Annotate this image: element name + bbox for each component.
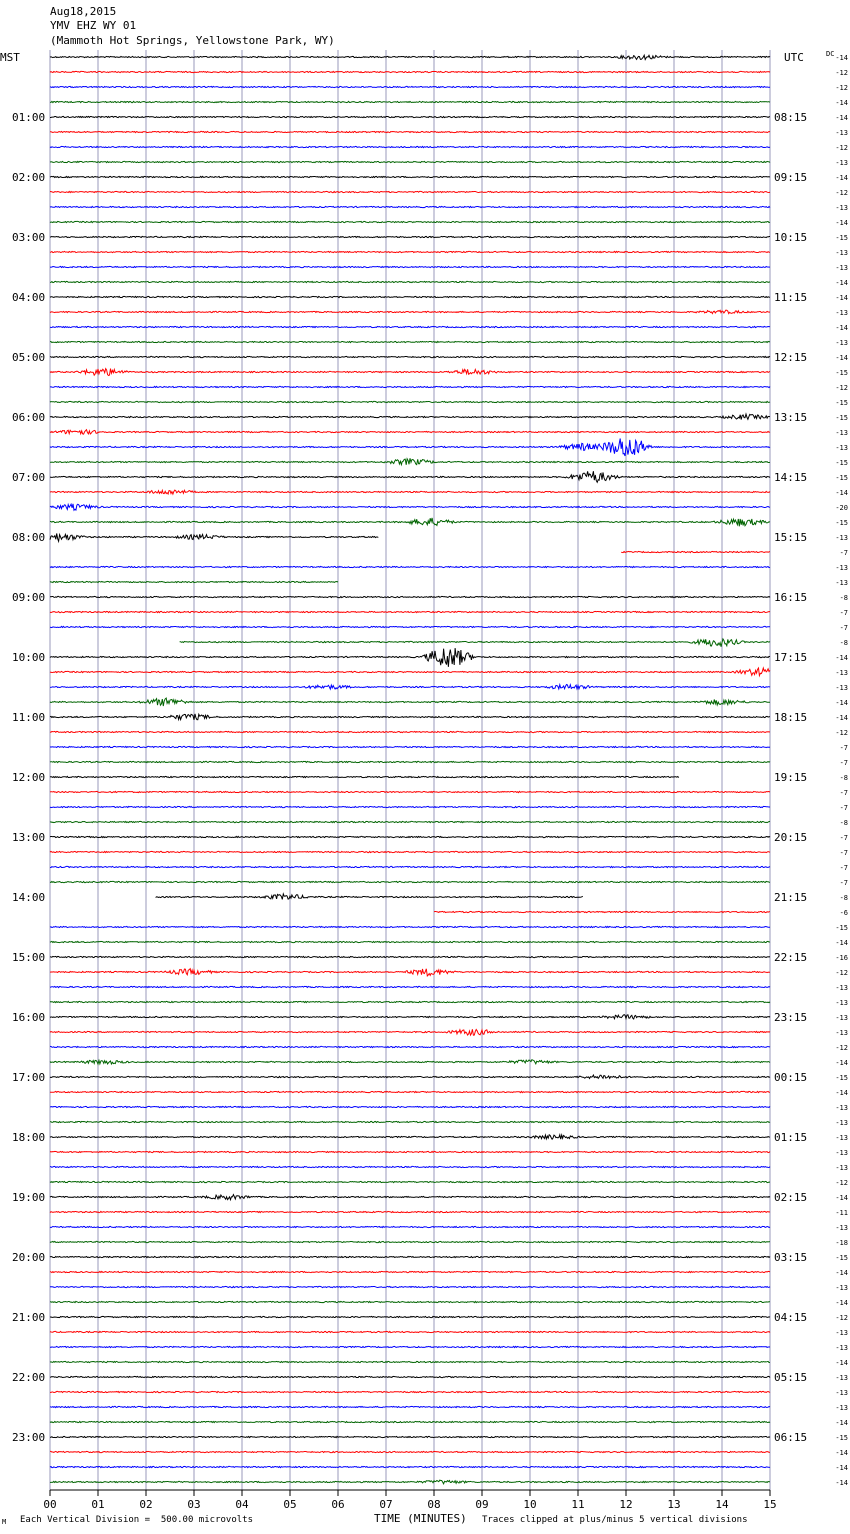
dc-offset-label: -14 xyxy=(835,714,848,722)
dc-offset-label: -11 xyxy=(835,1209,848,1217)
trace-row xyxy=(50,1121,770,1122)
trace-row xyxy=(434,911,770,912)
dc-offset-label: -13 xyxy=(835,129,848,137)
dc-offset-label: -14 xyxy=(835,1089,848,1097)
trace-row xyxy=(50,731,770,732)
trace-row xyxy=(50,1060,770,1064)
x-tick-label: 04 xyxy=(235,1498,249,1511)
mst-hour-label: 10:00 xyxy=(12,651,46,664)
mst-hour-label: 08:00 xyxy=(12,531,46,544)
dc-offset-label: -14 xyxy=(835,174,848,182)
trace-row xyxy=(50,851,770,852)
dc-offset-label: -7 xyxy=(839,864,848,872)
dc-offset-label: -12 xyxy=(835,1314,848,1322)
dc-offset-label: -13 xyxy=(835,1404,848,1412)
trace-row xyxy=(50,1466,770,1467)
trace-row xyxy=(50,1151,770,1152)
utc-hour-label: 08:15 xyxy=(774,111,808,124)
dc-offset-label: -14 xyxy=(835,279,848,287)
trace-row xyxy=(50,116,770,117)
x-tick-label: 09 xyxy=(475,1498,489,1511)
x-tick-label: 07 xyxy=(379,1498,393,1511)
mst-hour-label: 14:00 xyxy=(12,891,46,904)
trace-row xyxy=(50,206,770,207)
trace-row xyxy=(50,176,770,177)
trace-row xyxy=(50,414,770,419)
dc-offset-label: -8 xyxy=(839,819,848,827)
trace-row xyxy=(50,626,770,627)
dc-offset-label: -20 xyxy=(835,504,848,512)
seismic-traces xyxy=(50,55,770,1484)
mst-hour-label: 21:00 xyxy=(12,1311,46,1324)
utc-hour-label: 12:15 xyxy=(774,351,808,364)
trace-row xyxy=(50,866,770,867)
utc-hour-label: 05:15 xyxy=(774,1371,808,1384)
dc-offset-label: -8 xyxy=(839,894,848,902)
x-tick-label: 12 xyxy=(619,1498,633,1511)
dc-offset-label: -13 xyxy=(835,984,848,992)
utc-hour-label: 01:15 xyxy=(774,1131,808,1144)
dc-offset-label: -8 xyxy=(839,639,848,647)
dc-offset-label: -15 xyxy=(835,1254,848,1262)
x-tick-label: 10 xyxy=(523,1498,537,1511)
x-tick-label: 15 xyxy=(763,1498,777,1511)
trace-row xyxy=(50,596,770,597)
trace-row xyxy=(50,566,770,567)
utc-hour-label: 15:15 xyxy=(774,531,808,544)
trace-row xyxy=(50,956,770,957)
trace-row xyxy=(50,1451,770,1452)
utc-hour-label: 16:15 xyxy=(774,591,808,604)
dc-offset-label: -15 xyxy=(835,1434,848,1442)
dc-offset-label: -14 xyxy=(835,324,848,332)
trace-row xyxy=(156,894,583,900)
dc-offset-label: -13 xyxy=(835,159,848,167)
trace-row xyxy=(50,1286,770,1287)
x-tick-label: 14 xyxy=(715,1498,729,1511)
dc-offset-label: -15 xyxy=(835,519,848,527)
dc-offset-label: -8 xyxy=(839,774,848,782)
dc-offset-label: -13 xyxy=(835,1164,848,1172)
dc-offset-label: -13 xyxy=(835,999,848,1007)
trace-row xyxy=(50,341,770,342)
trace-row xyxy=(50,746,770,747)
trace-row xyxy=(50,131,770,132)
dc-offset-label: -14 xyxy=(835,1194,848,1202)
dc-offset-label: -7 xyxy=(839,744,848,752)
dc-offset-label: -13 xyxy=(835,669,848,677)
mst-hour-label: 13:00 xyxy=(12,831,46,844)
trace-row xyxy=(50,926,770,927)
dc-offset-label: -15 xyxy=(835,369,848,377)
trace-row xyxy=(50,251,770,252)
trace-row xyxy=(50,1226,770,1227)
utc-hour-label: 14:15 xyxy=(774,471,808,484)
dc-offset-label: -15 xyxy=(835,414,848,422)
mst-hour-label: 05:00 xyxy=(12,351,46,364)
dc-offset-label: -13 xyxy=(835,534,848,542)
dc-offset-label: -7 xyxy=(839,759,848,767)
trace-row xyxy=(50,941,770,942)
trace-row xyxy=(50,1195,770,1200)
trace-row xyxy=(50,776,679,777)
trace-row xyxy=(50,281,770,282)
trace-row xyxy=(50,648,770,667)
trace-row xyxy=(50,1091,770,1092)
dc-offset-label: -13 xyxy=(835,444,848,452)
dc-offset-label: -13 xyxy=(835,1329,848,1337)
trace-row xyxy=(50,1211,770,1212)
trace-row xyxy=(50,668,770,676)
mst-hour-label: 18:00 xyxy=(12,1131,46,1144)
trace-row xyxy=(50,836,770,837)
dc-offset-label: -13 xyxy=(835,339,848,347)
dc-offset-label: -13 xyxy=(835,309,848,317)
dc-offset-label: -13 xyxy=(835,1029,848,1037)
trace-row xyxy=(50,698,770,706)
x-tick-label: 03 xyxy=(187,1498,201,1511)
dc-offset-label: -12 xyxy=(835,144,848,152)
trace-row xyxy=(50,386,770,387)
header-location: (Mammoth Hot Springs, Yellowstone Park, WY) xyxy=(50,34,335,47)
footer-scale: Each Vertical Division = 500.00 microvolts xyxy=(20,1515,253,1525)
dc-offset-label: -12 xyxy=(835,969,848,977)
trace-row xyxy=(50,471,770,482)
dc-offset-label: -13 xyxy=(835,264,848,272)
trace-row xyxy=(50,401,770,402)
trace-row xyxy=(50,1241,770,1242)
trace-row xyxy=(50,534,378,542)
utc-hour-label: 22:15 xyxy=(774,951,808,964)
trace-row xyxy=(50,504,770,511)
trace-row xyxy=(50,146,770,147)
minute-grid xyxy=(50,50,770,1490)
dc-offset-label: -13 xyxy=(835,564,848,572)
trace-row xyxy=(50,1436,770,1437)
mst-hour-label: 19:00 xyxy=(12,1191,46,1204)
x-axis-title: TIME (MINUTES) xyxy=(374,1512,467,1525)
trace-row xyxy=(50,1029,770,1035)
mst-hour-label: 06:00 xyxy=(12,411,46,424)
dc-offset-label: -14 xyxy=(835,939,848,947)
dc-offset-label: -7 xyxy=(839,834,848,842)
utc-hour-label: 19:15 xyxy=(774,771,808,784)
trace-row xyxy=(50,1346,770,1347)
dc-offset-label: -15 xyxy=(835,459,848,467)
trace-row xyxy=(50,1135,770,1139)
x-tick-label: 06 xyxy=(331,1498,345,1511)
trace-row xyxy=(50,969,770,976)
mst-hour-label: 23:00 xyxy=(12,1431,46,1444)
dc-offset-label: -14 xyxy=(835,1479,848,1487)
trace-row xyxy=(180,639,770,647)
mst-hour-label: 12:00 xyxy=(12,771,46,784)
dc-offset-label: -15 xyxy=(835,474,848,482)
dc-offset-label: -7 xyxy=(839,789,848,797)
trace-row xyxy=(50,821,770,822)
dc-offset-label: -13 xyxy=(835,1104,848,1112)
dc-offset-label: -6 xyxy=(839,909,848,917)
trace-row xyxy=(50,611,770,612)
dc-offset-label: -7 xyxy=(839,624,848,632)
dc-offset-label: -14 xyxy=(835,1359,848,1367)
trace-row xyxy=(50,761,770,762)
dc-offset-label: -7 xyxy=(839,849,848,857)
mst-hour-label: 09:00 xyxy=(12,591,46,604)
dc-offset-label: -13 xyxy=(835,1014,848,1022)
trace-row xyxy=(50,1166,770,1167)
dc-offset-label: -13 xyxy=(835,249,848,257)
dc-offset-label: -13 xyxy=(835,579,848,587)
trace-row xyxy=(50,1046,770,1047)
dc-offset-label: -7 xyxy=(839,609,848,617)
utc-hour-label: 21:15 xyxy=(774,891,808,904)
trace-row xyxy=(50,356,770,357)
dc-offset-label: -7 xyxy=(839,549,848,557)
trace-row xyxy=(50,685,770,690)
mst-hour-label: 04:00 xyxy=(12,291,46,304)
footer-clip-note: Traces clipped at plus/minus 5 vertical divisions xyxy=(482,1515,748,1525)
mst-hour-label: 11:00 xyxy=(12,711,46,724)
trace-row xyxy=(50,1421,770,1422)
trace-row xyxy=(50,1015,770,1019)
trace-row xyxy=(50,430,770,434)
x-tick-label: 01 xyxy=(91,1498,105,1511)
trace-row xyxy=(50,1480,770,1484)
utc-hour-label: 02:15 xyxy=(774,1191,808,1204)
utc-hour-label: 09:15 xyxy=(774,171,808,184)
footer-left-mark: M xyxy=(2,1518,7,1526)
trace-row xyxy=(50,1001,770,1002)
mst-axis-label: MST xyxy=(0,51,20,64)
trace-row xyxy=(50,221,770,222)
trace-row xyxy=(50,55,770,59)
dc-offset-label: -15 xyxy=(835,234,848,242)
trace-row xyxy=(50,236,770,237)
dc-offset-label: -14 xyxy=(835,1269,848,1277)
utc-hour-label: 04:15 xyxy=(774,1311,808,1324)
utc-hour-label: 20:15 xyxy=(774,831,808,844)
mst-hour-label: 15:00 xyxy=(12,951,46,964)
x-tick-label: 05 xyxy=(283,1498,297,1511)
dc-offset-label: -14 xyxy=(835,1419,848,1427)
utc-hour-label: 17:15 xyxy=(774,651,808,664)
trace-row xyxy=(50,490,770,494)
trace-row xyxy=(50,1075,770,1079)
dc-offset-label: -13 xyxy=(835,204,848,212)
trace-row xyxy=(50,71,770,72)
utc-hour-label: 00:15 xyxy=(774,1071,808,1084)
dc-offset-label: -12 xyxy=(835,189,848,197)
dc-offset-label: -14 xyxy=(835,1464,848,1472)
mst-hour-label: 03:00 xyxy=(12,231,46,244)
dc-offset-label: -7 xyxy=(839,879,848,887)
dc-offset-label: -15 xyxy=(835,924,848,932)
axis-labels xyxy=(0,50,848,1511)
trace-row xyxy=(50,458,770,465)
trace-row xyxy=(50,1391,770,1392)
mst-hour-label: 20:00 xyxy=(12,1251,46,1264)
x-tick-label: 08 xyxy=(427,1498,441,1511)
trace-row xyxy=(50,1181,770,1182)
mst-hour-label: 22:00 xyxy=(12,1371,46,1384)
dc-offset-label: -12 xyxy=(835,84,848,92)
dc-offset-label: -14 xyxy=(835,489,848,497)
dc-offset-label: -14 xyxy=(835,114,848,122)
dc-offset-label: -13 xyxy=(835,1119,848,1127)
dc-offset-label: -14 xyxy=(835,699,848,707)
dc-offset-label: -14 xyxy=(835,294,848,302)
mst-hour-label: 17:00 xyxy=(12,1071,46,1084)
dc-offset-label: -14 xyxy=(835,654,848,662)
utc-hour-label: 11:15 xyxy=(774,291,808,304)
utc-hour-label: 06:15 xyxy=(774,1431,808,1444)
trace-row xyxy=(50,326,770,327)
dc-offset-label: -16 xyxy=(835,954,848,962)
dc-offset-label: -12 xyxy=(835,1044,848,1052)
dc-offset-label: -14 xyxy=(835,1059,848,1067)
dc-offset-label: -13 xyxy=(835,1374,848,1382)
trace-row xyxy=(50,986,770,987)
trace-row xyxy=(50,369,770,376)
x-tick-label: 00 xyxy=(43,1498,57,1511)
x-tick-label: 13 xyxy=(667,1498,681,1511)
trace-row xyxy=(50,266,770,267)
trace-row xyxy=(50,1256,770,1257)
mst-hour-label: 16:00 xyxy=(12,1011,46,1024)
utc-hour-label: 18:15 xyxy=(774,711,808,724)
dc-offset-label: -14 xyxy=(835,99,848,107)
trace-row xyxy=(50,791,770,792)
trace-row xyxy=(50,518,770,526)
utc-axis-label: UTC xyxy=(784,51,804,64)
dc-label: DC xyxy=(826,50,835,58)
trace-row xyxy=(50,1106,770,1107)
dc-offset-label: -14 xyxy=(835,1449,848,1457)
utc-hour-label: 03:15 xyxy=(774,1251,808,1264)
dc-offset-label: -12 xyxy=(835,384,848,392)
utc-hour-label: 10:15 xyxy=(774,231,808,244)
dc-offset-label: -8 xyxy=(839,594,848,602)
trace-row xyxy=(50,1301,770,1302)
dc-offset-label: -13 xyxy=(835,1344,848,1352)
mst-hour-label: 02:00 xyxy=(12,171,46,184)
dc-offset-label: -13 xyxy=(835,1224,848,1232)
dc-offset-label: -13 xyxy=(835,429,848,437)
dc-offset-label: -12 xyxy=(835,729,848,737)
dc-offset-label: -13 xyxy=(835,1389,848,1397)
header-station: YMV EHZ WY 01 xyxy=(50,19,137,32)
dc-offset-label: -14 xyxy=(835,219,848,227)
trace-row xyxy=(50,881,770,882)
utc-hour-label: 13:15 xyxy=(774,411,808,424)
mst-hour-label: 01:00 xyxy=(12,111,46,124)
dc-offset-label: -14 xyxy=(835,1299,848,1307)
x-tick-label: 02 xyxy=(139,1498,153,1511)
dc-offset-label: -13 xyxy=(835,1149,848,1157)
trace-row xyxy=(50,1316,770,1317)
trace-row xyxy=(50,1271,770,1272)
trace-row xyxy=(50,1331,770,1332)
trace-row xyxy=(50,1361,770,1362)
dc-offset-label: -12 xyxy=(835,69,848,77)
trace-row xyxy=(50,191,770,192)
dc-offset-label: -18 xyxy=(835,1239,848,1247)
trace-row xyxy=(50,101,770,102)
trace-row xyxy=(621,551,770,552)
dc-offset-label: -13 xyxy=(835,1284,848,1292)
dc-offset-label: -13 xyxy=(835,1134,848,1142)
dc-offset-label: -12 xyxy=(835,1179,848,1187)
dc-offset-label: -7 xyxy=(839,804,848,812)
trace-row xyxy=(50,1376,770,1377)
x-tick-label: 11 xyxy=(571,1498,585,1511)
trace-row xyxy=(50,439,770,456)
header-date: Aug18,2015 xyxy=(50,5,117,18)
trace-row xyxy=(50,714,770,720)
mst-hour-label: 07:00 xyxy=(12,471,46,484)
dc-offset-label: -13 xyxy=(835,684,848,692)
trace-row xyxy=(50,806,770,807)
utc-hour-label: 23:15 xyxy=(774,1011,808,1024)
trace-row xyxy=(50,310,770,314)
dc-offset-label: -14 xyxy=(835,354,848,362)
trace-row xyxy=(50,161,770,162)
dc-offset-label: -14 xyxy=(835,54,848,62)
trace-row xyxy=(50,1406,770,1407)
dc-offset-label: -15 xyxy=(835,1074,848,1082)
trace-row xyxy=(50,86,770,87)
dc-offset-label: -15 xyxy=(835,399,848,407)
trace-row xyxy=(50,296,770,297)
